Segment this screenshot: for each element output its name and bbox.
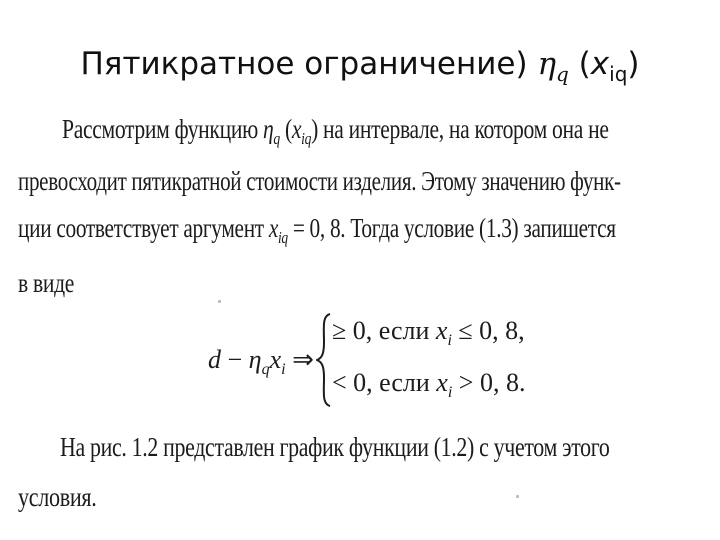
title-open-paren: ( <box>568 46 591 82</box>
slide-title-text: Пятикратное ограничение) <box>80 46 538 82</box>
inline-x-sub: iq <box>301 129 312 149</box>
case-1-condition: ≥ 0, если <box>332 316 436 345</box>
formula-x-sub: i <box>281 361 286 379</box>
p1-line1-start: Рассмотрим функцию <box>62 114 263 144</box>
inline-eta-sub: q <box>273 129 280 149</box>
title-eta-sub: q <box>556 62 569 87</box>
formula-eta-sub: q <box>261 361 270 379</box>
case-2-x: x <box>436 368 448 397</box>
case-1-x-sub: i <box>447 332 452 350</box>
arg-value: = 0, 8. <box>287 213 346 243</box>
scan-speck <box>218 300 221 303</box>
title-x: x <box>590 46 610 82</box>
case-1-bound: ≤ 0, 8, <box>451 316 525 345</box>
title-x-sub: iq <box>609 62 628 87</box>
paragraph2-line1: На рис. 1.2 представлен график функции (1.2) с учетом этого <box>60 432 610 462</box>
formula-eta: η <box>248 345 262 374</box>
case-1-x: x <box>435 316 448 345</box>
inline-eta: η <box>262 114 274 144</box>
formula-d: d <box>208 345 221 374</box>
implies-symbol: ⇒ <box>285 345 314 374</box>
paragraph1-line1 <box>62 114 609 150</box>
title-close-paren: ) <box>627 46 640 82</box>
scan-speck <box>516 495 519 498</box>
case-2 <box>332 368 525 403</box>
p1-line3-end: Тогда условие (1.3) запишется <box>345 213 616 243</box>
paragraph2-line2: условия. <box>18 482 97 512</box>
case-2-x-sub: i <box>447 384 453 402</box>
case-1 <box>332 316 525 351</box>
inline-x: x <box>291 114 302 144</box>
paragraph1-line4: в виде <box>18 268 75 298</box>
p1-line1-end: на интервале, на котором она не <box>317 114 609 144</box>
piecewise-formula <box>208 312 528 408</box>
p1-line3-start: ции соответствует аргумент <box>18 213 269 243</box>
inline-function: $\eta_q$ $(x_{iq})$ <box>262 114 318 149</box>
formula-lhs <box>208 345 314 380</box>
curly-brace <box>316 312 332 408</box>
arg-x-sub: iq <box>277 228 288 248</box>
paragraph1-line2: превосходит пятикратной стоимости изделия. Этому значению функ- <box>18 166 621 196</box>
arg-x: x <box>268 213 278 243</box>
formula-minus: − <box>221 345 249 374</box>
case-2-condition: < 0, если <box>332 368 437 397</box>
formula-x: x <box>269 345 282 374</box>
title-eta: η <box>537 46 557 82</box>
case-2-bound: > 0, 8. <box>452 368 526 397</box>
paragraph1-line3 <box>18 213 616 249</box>
